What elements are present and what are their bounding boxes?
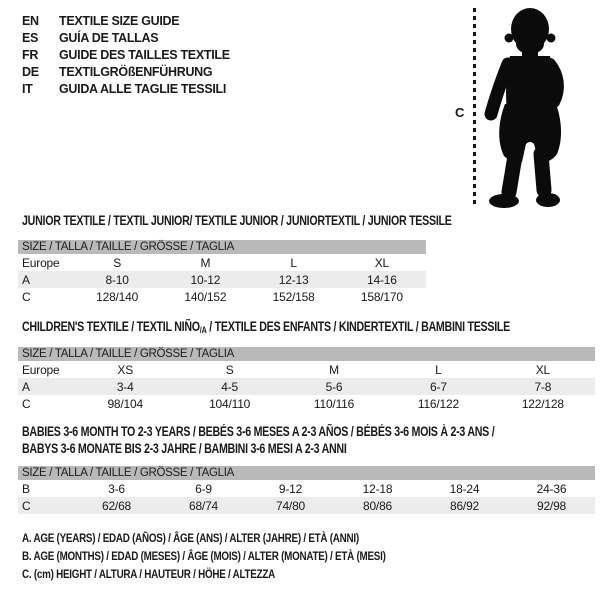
table-row-europe	[18, 254, 426, 271]
footnote-legend	[22, 531, 465, 585]
babies-table-title-line2: BABYS 3-6 MONATE BIS 2-3 JAHRE / BAMBINI 3-6 MESI A 2-3 ANNI	[22, 441, 347, 456]
language-code: EN	[22, 13, 39, 28]
language-row	[22, 63, 230, 80]
size-cell: S	[113, 255, 122, 270]
footnote-c: C. (cm) HEIGHT / ALTURA / HAUTEUR / HÖHE / ALTEZZA	[22, 567, 276, 581]
value-cell: 10-12	[190, 272, 221, 287]
toddler-silhouette-icon	[478, 4, 578, 212]
value-cell: 9-12	[278, 481, 303, 496]
size-cell: S	[225, 362, 234, 377]
value-cell: 128/140	[96, 289, 139, 304]
value-cell: 122/128	[521, 396, 564, 411]
value-cell: 12-13	[278, 272, 309, 287]
children-title-subscript: /A	[199, 325, 207, 335]
value-cell: 18-24	[449, 481, 480, 496]
table-row-age	[18, 378, 595, 395]
value-cell: 5-6	[325, 379, 343, 394]
value-cell: 92/98	[536, 498, 567, 513]
row-label: C	[22, 289, 31, 304]
babies-table-title-line1: BABIES 3-6 MONTH TO 2-3 YEARS / BEBÉS 3-6 MESES A 2-3 AÑOS / BÉBÉS 3-6 MOIS À 2-3 ANS /	[22, 424, 495, 439]
children-table-title	[22, 319, 510, 335]
language-title: TEXTILGRÖßENFÜHRUNG	[59, 64, 213, 79]
language-code: ES	[22, 30, 39, 45]
size-header-bar: SIZE / TALLA / TAILLE / GRÖSSE / TAGLIA	[18, 347, 595, 361]
value-cell: 14-16	[367, 272, 397, 287]
table-row-height	[18, 395, 595, 412]
children-size-table	[18, 347, 595, 412]
value-cell: 62/68	[101, 498, 132, 513]
size-header-bar: SIZE / TALLA / TAILLE / GRÖSSE / TAGLIA	[18, 240, 426, 254]
language-row	[22, 12, 230, 29]
footnote-a: A. AGE (YEARS) / EDAD (AÑOS) / ÂGE (ANS) / ALTER (JAHRE) / ETÀ (ANNI)	[22, 531, 359, 545]
table-row-europe	[18, 361, 595, 378]
row-label: Europe	[22, 255, 60, 270]
language-code: IT	[22, 81, 33, 96]
row-label: A	[22, 272, 30, 287]
table-row-height	[18, 497, 595, 514]
language-row	[22, 46, 230, 63]
size-cell: M	[200, 255, 211, 270]
row-label: C	[22, 396, 31, 411]
row-label: A	[22, 379, 30, 394]
table-row-height	[18, 288, 426, 305]
babies-size-table	[18, 466, 595, 514]
row-label: B	[22, 481, 30, 496]
size-cell: L	[290, 255, 297, 270]
row-label: Europe	[22, 362, 60, 377]
table-row-age	[18, 271, 426, 288]
value-cell: 104/110	[209, 396, 251, 411]
language-row	[22, 29, 230, 46]
height-dashed-line	[473, 8, 476, 206]
size-cell: XS	[117, 362, 133, 377]
language-list	[22, 12, 230, 97]
junior-table-title: JUNIOR TEXTILE / TEXTIL JUNIOR/ TEXTILE JUNIOR / JUNIORTEXTIL / JUNIOR TESSILE	[22, 213, 452, 228]
value-cell: 74/80	[275, 498, 306, 513]
value-cell: 7-8	[534, 379, 552, 394]
value-cell: 98/104	[107, 396, 143, 411]
value-cell: 68/74	[188, 498, 219, 513]
junior-size-table	[18, 240, 426, 305]
size-cell: XL	[535, 362, 550, 377]
height-measure-label: C	[455, 105, 465, 120]
size-cell: L	[435, 362, 442, 377]
value-cell: 3-4	[116, 379, 134, 394]
language-code: DE	[22, 64, 39, 79]
language-code: FR	[22, 47, 39, 62]
size-cell: XL	[374, 255, 390, 270]
row-label: C	[22, 498, 31, 513]
value-cell: 8-10	[105, 272, 129, 287]
children-title-pre: CHILDREN'S TEXTILE / TEXTIL NIÑO	[22, 319, 200, 334]
value-cell: 4-5	[221, 379, 238, 394]
value-cell: 6-7	[430, 379, 447, 394]
language-title: GUIDA ALLE TAGLIE TESSILI	[59, 81, 227, 96]
value-cell: 3-6	[108, 481, 125, 496]
value-cell: 116/122	[417, 396, 459, 411]
language-title: TEXTILE SIZE GUIDE	[59, 13, 180, 28]
value-cell: 152/158	[272, 289, 315, 304]
value-cell: 80/86	[362, 498, 393, 513]
value-cell: 24-36	[536, 481, 567, 496]
language-title: GUIDE DES TAILLES TEXTILE	[59, 47, 230, 62]
size-header-bar: SIZE / TALLA / TAILLE / GRÖSSE / TAGLIA	[18, 466, 595, 480]
value-cell: 12-18	[362, 481, 393, 496]
value-cell: 140/152	[184, 289, 227, 304]
table-row-months	[18, 480, 595, 497]
language-row	[22, 80, 230, 97]
value-cell: 86/92	[449, 498, 480, 513]
value-cell: 110/116	[313, 396, 355, 411]
children-title-post: / TEXTILE DES ENFANTS / KINDERTEXTIL / BAMBINI TESSILE	[206, 319, 510, 334]
value-cell: 6-9	[195, 481, 212, 496]
value-cell: 158/170	[360, 289, 403, 304]
size-cell: M	[329, 362, 339, 377]
footnote-b: B. AGE (MONTHS) / EDAD (MESES) / ÂGE (MOIS) / ALTER (MONATE) / ETÀ (MESI)	[22, 549, 386, 563]
language-title: GUÍA DE TALLAS	[59, 30, 159, 45]
